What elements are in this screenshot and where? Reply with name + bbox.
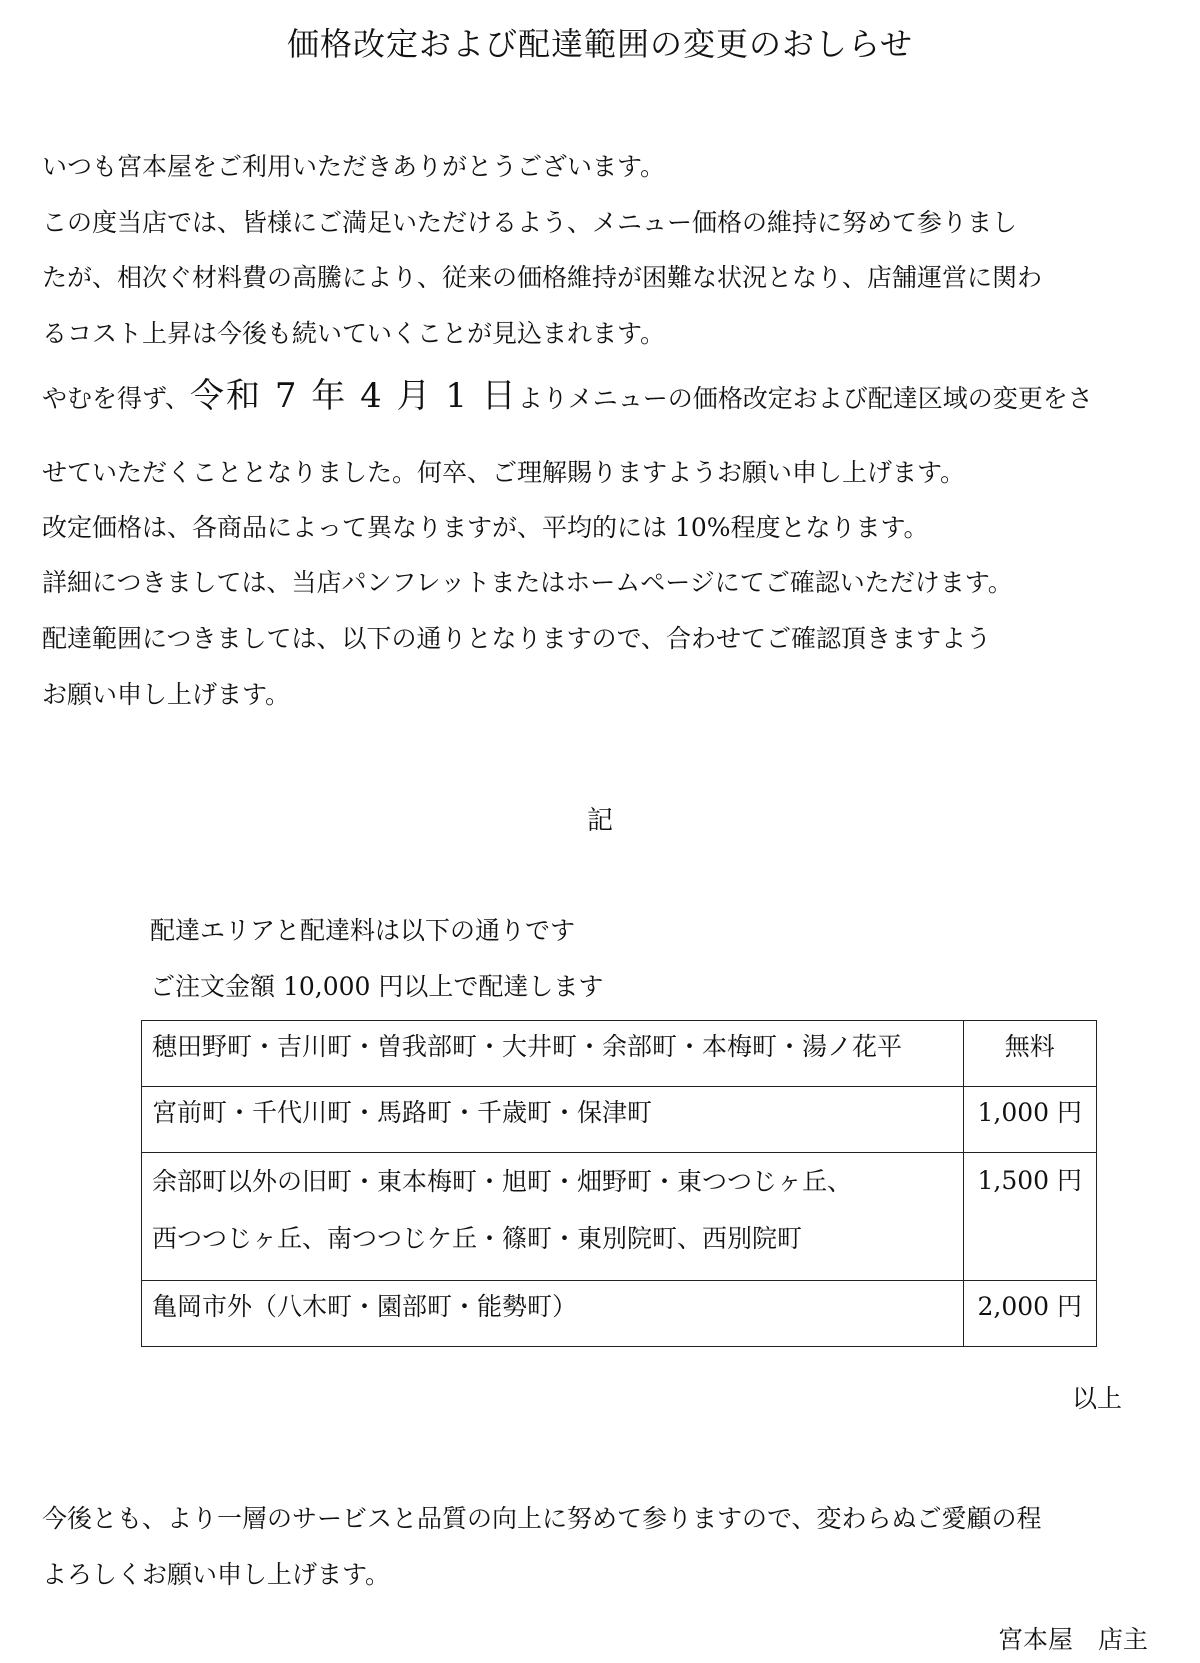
fee-cell: 2,000 円 — [963, 1281, 1096, 1347]
delivery-note-line-2: お願い申し上げます。 — [42, 680, 291, 709]
document-title: 価格改定および配達範囲の変更のおしらせ — [286, 25, 914, 63]
signature — [998, 1624, 1148, 1656]
area-text: 余部町以外の旧町・東本梅町・旭町・畑野町・東つつじヶ丘、 — [152, 1167, 853, 1196]
announcement-lead: やむを得ず、 — [42, 384, 191, 413]
greeting-line: いつも宮本屋をご利用いただきありがとうございます。 — [42, 152, 666, 181]
table-row — [142, 1153, 1097, 1281]
table-row — [142, 1021, 1097, 1087]
fee-cell: 1,500 円 — [963, 1153, 1096, 1281]
price-note: 改定価格は、各商品によって異なりますが、平均的には 10%程度となります。 — [42, 513, 929, 542]
reason-line-1: この度当店では、皆様にご満足いただけるよう、メニュー価格の維持に努めて参りまし — [42, 208, 1018, 237]
reason-line-3: るコスト上昇は今後も続いていくことが見込まれます。 — [42, 319, 666, 348]
shop-role: 店主 — [1097, 1625, 1148, 1654]
table-row — [142, 1087, 1097, 1153]
delivery-intro: 配達エリアと配達料は以下の通りです — [150, 916, 576, 945]
effective-date: 令和 7 年 4 月 1 日 — [190, 376, 518, 416]
table-row — [142, 1281, 1097, 1347]
closing-line-1: 今後とも、より一層のサービスと品質の向上に努めて参りますので、変わらぬご愛顧の程 — [42, 1504, 1042, 1533]
announcement-rest: よりメニューの価格改定および配達区域の変更をさ — [517, 384, 1093, 413]
closing-mark: 以上 — [1071, 1384, 1122, 1413]
area-text: 亀岡市外（八木町・園部町・能勢町） — [152, 1292, 578, 1321]
delivery-note-line-1: 配達範囲につきましては、以下の通りとなりますので、合わせてご確認頂きますよう — [42, 624, 992, 653]
fee-cell: 1,000 円 — [963, 1087, 1096, 1153]
area-cell — [142, 1087, 964, 1153]
area-text: 穂田野町・吉川町・曽我部町・大井町・余部町・本梅町・湯ノ花平 — [152, 1032, 903, 1061]
area-text: 西つつじヶ丘、南つつじケ丘・篠町・東別院町、西別院町 — [152, 1224, 803, 1253]
area-cell — [142, 1281, 964, 1347]
shop-name: 宮本屋 — [997, 1625, 1073, 1654]
area-cell — [142, 1021, 964, 1087]
reason-line-2: たが、相次ぐ材料費の高騰により、従来の価格維持が困難な状況となり、店舗運営に関わ — [42, 263, 1043, 292]
area-text: 宮前町・千代川町・馬路町・千歳町・保津町 — [152, 1098, 653, 1127]
details-note: 詳細につきましては、当店パンフレットまたはホームページにてご確認いただけます。 — [42, 568, 1013, 597]
announcement-line-2: せていただくこととなりました。何卒、ご理解賜りますようお願い申し上げます。 — [42, 458, 966, 487]
minimum-order: ご注文金額 10,000 円以上で配達します — [150, 972, 604, 1001]
area-cell — [142, 1153, 964, 1281]
closing-line-2: よろしくお願い申し上げます。 — [42, 1560, 391, 1589]
ki-heading: 記 — [586, 806, 613, 836]
delivery-fee-table — [141, 1020, 1097, 1347]
announcement-line-1 — [42, 376, 1172, 416]
fee-cell: 無料 — [963, 1021, 1096, 1087]
